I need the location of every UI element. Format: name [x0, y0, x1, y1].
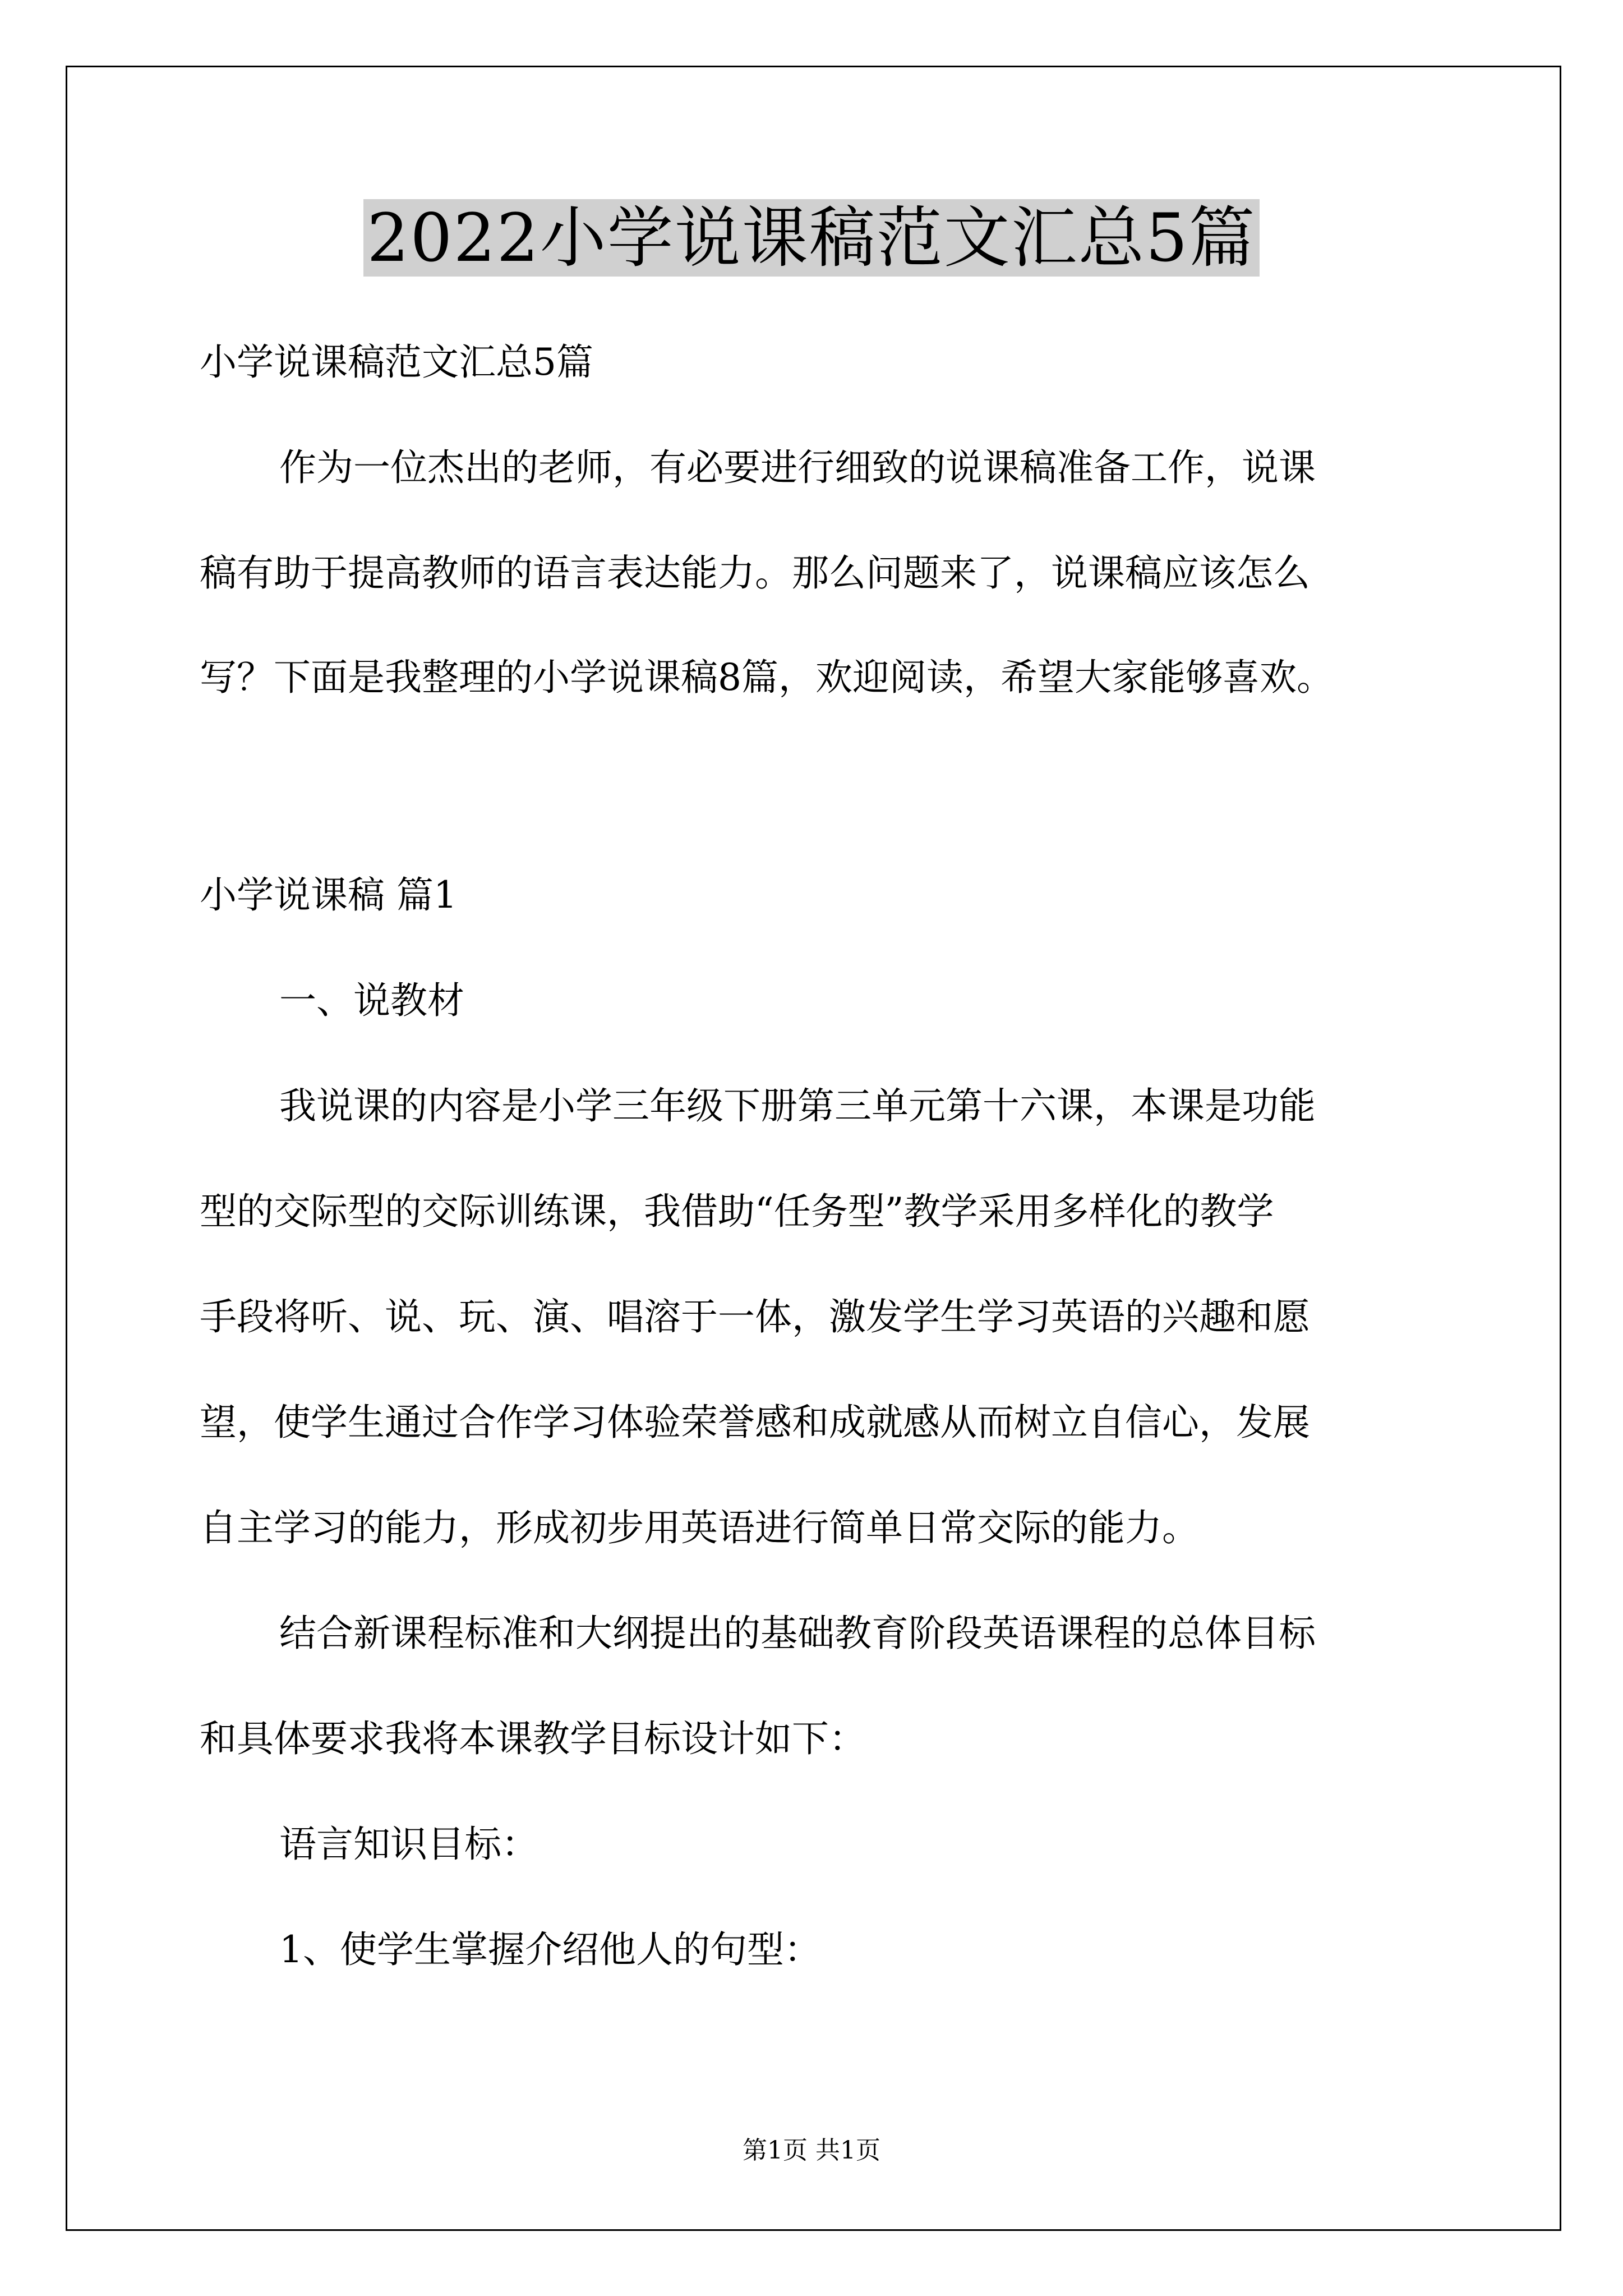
body-para2-line-1: 结合新课程标准和大纲提出的基础教育阶段英语课程的总体目标: [279, 1612, 1316, 1655]
page-footer: [0, 2136, 1623, 2165]
body-para1-line-1: 我说课的内容是小学三年级下册第三单元第十六课，本课是功能: [279, 1084, 1316, 1128]
goal-heading: 语言知识目标：: [279, 1823, 538, 1866]
goal-item-1: 1、使学生掌握介绍他人的句型：: [279, 1928, 821, 1971]
document-subtitle: 小学说课稿范文汇总5篇: [200, 341, 593, 384]
body-para1-line-4: 望，使学生通过合作学习体验荣誉感和成就感从而树立自信心，发展: [200, 1401, 1310, 1444]
page-number: 第1页 共1页: [743, 2136, 880, 2165]
document-title: 2022小学说课稿范文汇总5篇: [363, 199, 1259, 277]
section-heading: 小学说课稿 篇1: [200, 873, 457, 917]
body-para1-line-3: 手段将听、说、玩、演、唱溶于一体，激发学生学习英语的兴趣和愿: [200, 1295, 1310, 1338]
part-heading: 一、说教材: [279, 979, 464, 1022]
intro-line-2: 稿有助于提高教师的语言表达能力。那么问题来了，说课稿应该怎么: [200, 551, 1310, 595]
body-para2-line-2: 和具体要求我将本课教学目标设计如下：: [200, 1717, 866, 1760]
body-para1-line-5: 自主学习的能力，形成初步用英语进行简单日常交际的能力。: [200, 1506, 1199, 1549]
title-container: [0, 199, 1623, 277]
body-para1-line-2: 型的交际型的交际训练课，我借助“任务型”教学采用多样化的教学: [200, 1190, 1274, 1233]
intro-line-1: 作为一位杰出的老师，有必要进行细致的说课稿准备工作，说课: [279, 446, 1316, 489]
page-border: [66, 66, 1561, 2231]
intro-line-3: 写？下面是我整理的小学说课稿8篇，欢迎阅读，希望大家能够喜欢。: [200, 656, 1334, 699]
